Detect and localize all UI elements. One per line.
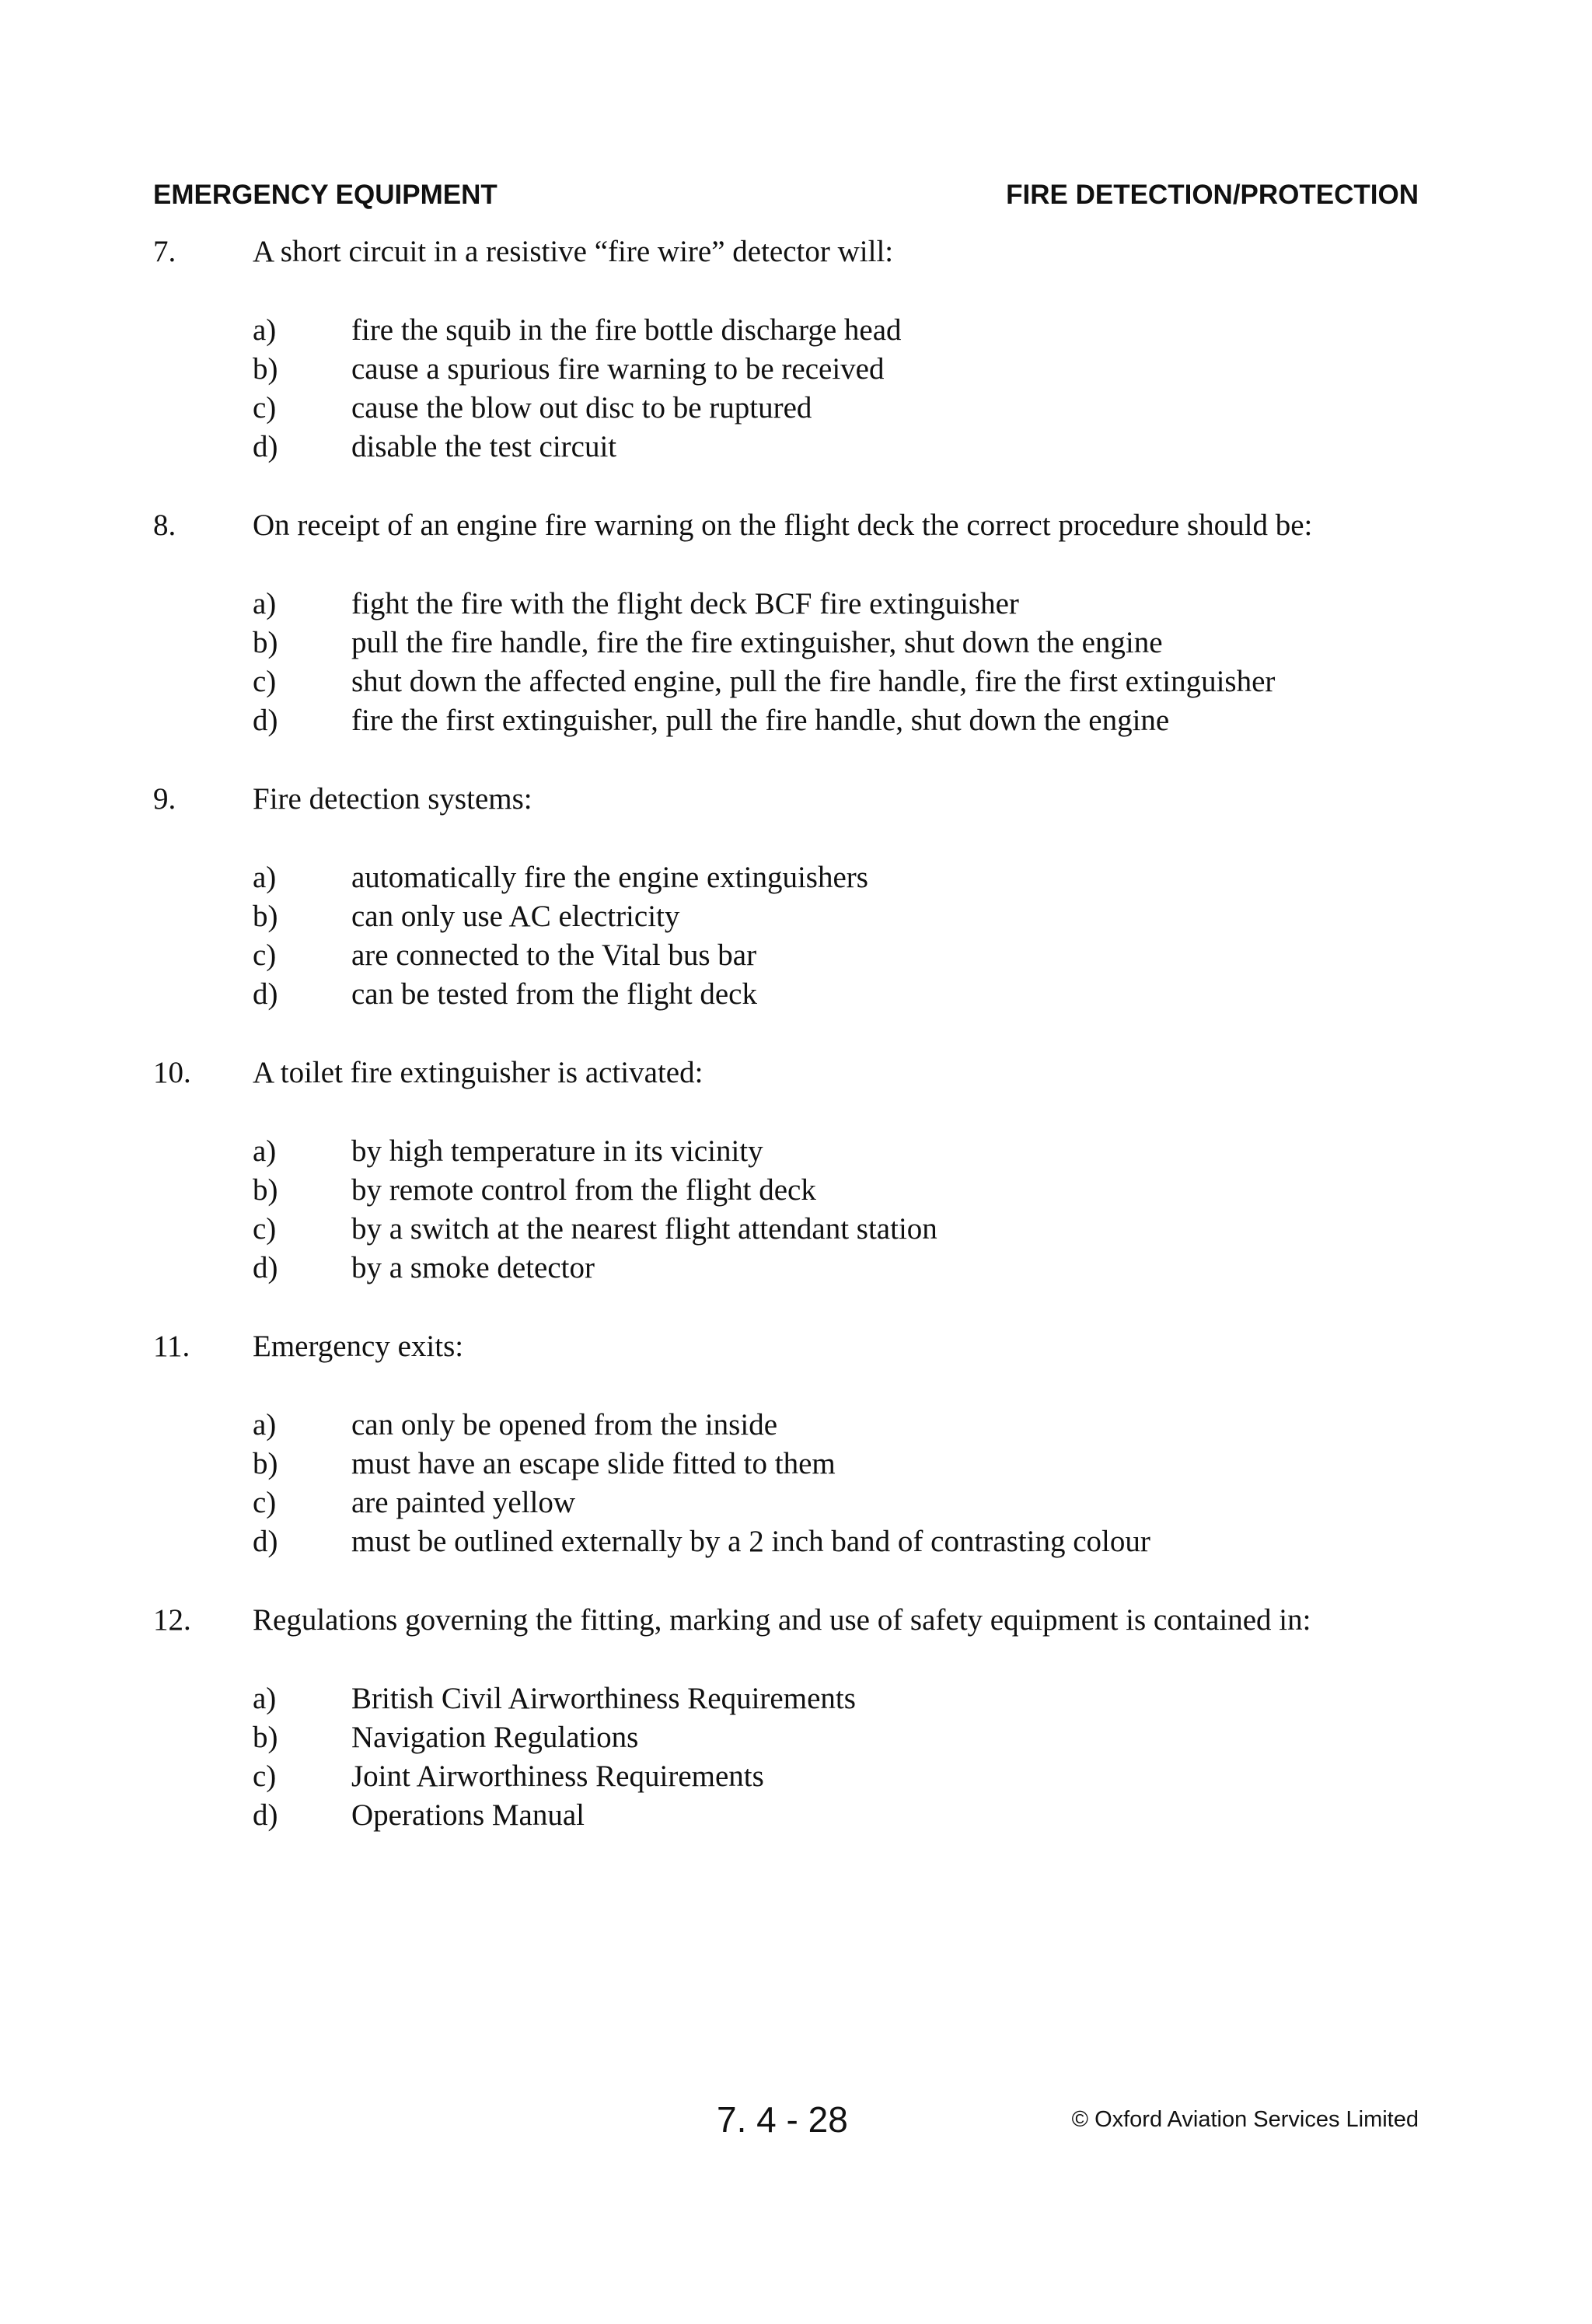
option-a xyxy=(0,585,1592,624)
question-number: 12. xyxy=(153,1603,191,1637)
option-letter: b) xyxy=(253,352,278,386)
option-text: automatically fire the engine extinguishers xyxy=(351,861,868,894)
option-text: by a smoke detector xyxy=(351,1251,595,1284)
option-c xyxy=(0,1210,1592,1249)
option-b xyxy=(0,1445,1592,1484)
option-a xyxy=(0,1406,1592,1445)
option-text: can only be opened from the inside xyxy=(351,1408,777,1442)
option-d xyxy=(0,1796,1592,1835)
option-text: fire the first extinguisher, pull the fire handle, shut down the engine xyxy=(351,704,1170,737)
question-number: 7. xyxy=(153,235,176,268)
option-text: can be tested from the flight deck xyxy=(351,977,757,1011)
copyright-notice: © Oxford Aviation Services Limited xyxy=(1071,2107,1419,2132)
option-letter: d) xyxy=(253,704,278,737)
option-text: Navigation Regulations xyxy=(351,1721,639,1754)
option-b xyxy=(0,1718,1592,1757)
option-text: by remote control from the flight deck xyxy=(351,1173,816,1207)
question-number: 8. xyxy=(153,508,176,542)
option-text: must have an escape slide fitted to them xyxy=(351,1447,836,1480)
option-d xyxy=(0,1249,1592,1288)
option-text: can only use AC electricity xyxy=(351,900,680,933)
option-letter: b) xyxy=(253,1721,278,1754)
option-b xyxy=(0,350,1592,389)
option-letter: c) xyxy=(253,1486,277,1519)
question-number: 10. xyxy=(153,1056,191,1089)
option-a xyxy=(0,311,1592,350)
option-letter: d) xyxy=(253,430,278,463)
option-text: Operations Manual xyxy=(351,1798,585,1832)
header-section-title: FIRE DETECTION/PROTECTION xyxy=(1006,180,1419,210)
option-text: are painted yellow xyxy=(351,1486,576,1519)
option-b xyxy=(0,624,1592,662)
option-a xyxy=(0,858,1592,897)
question-text: A short circuit in a resistive “fire wire” detector will: xyxy=(253,235,894,268)
option-letter: d) xyxy=(253,1251,278,1284)
option-letter: d) xyxy=(253,977,278,1011)
option-c xyxy=(0,936,1592,975)
option-c xyxy=(0,1757,1592,1796)
question-text: On receipt of an engine fire warning on the flight deck the correct procedure should be: xyxy=(253,508,1313,542)
option-text: cause the blow out disc to be ruptured xyxy=(351,391,812,425)
option-letter: c) xyxy=(253,938,277,972)
option-text: by high temperature in its vicinity xyxy=(351,1134,763,1168)
page-number: 7. 4 - 28 xyxy=(717,2099,848,2140)
option-letter: b) xyxy=(253,1173,278,1207)
option-letter: b) xyxy=(253,900,278,933)
option-letter: b) xyxy=(253,626,278,659)
option-text: pull the fire handle, fire the fire extinguisher, shut down the engine xyxy=(351,626,1163,659)
option-b xyxy=(0,1171,1592,1210)
question-text: Fire detection systems: xyxy=(253,782,532,816)
option-letter: a) xyxy=(253,587,277,620)
option-letter: a) xyxy=(253,861,277,894)
option-c xyxy=(0,389,1592,428)
option-text: Joint Airworthiness Requirements xyxy=(351,1760,764,1793)
question-text: Emergency exits: xyxy=(253,1330,464,1363)
question-number: 11. xyxy=(153,1330,190,1363)
option-letter: a) xyxy=(253,1682,277,1715)
option-letter: a) xyxy=(253,1134,277,1168)
option-letter: c) xyxy=(253,391,277,425)
question-number: 9. xyxy=(153,782,176,816)
option-d xyxy=(0,975,1592,1014)
question-text: Regulations governing the fitting, marking and use of safety equipment is contained in: xyxy=(253,1603,1311,1637)
option-text: must be outlined externally by a 2 inch band of contrasting colour xyxy=(351,1525,1150,1558)
header-chapter-title: EMERGENCY EQUIPMENT xyxy=(153,180,498,210)
option-text: fight the fire with the flight deck BCF fire extinguisher xyxy=(351,587,1019,620)
option-letter: d) xyxy=(253,1525,278,1558)
option-text: British Civil Airworthiness Requirements xyxy=(351,1682,856,1715)
option-text: fire the squib in the fire bottle discharge head xyxy=(351,313,902,347)
option-b xyxy=(0,897,1592,936)
question-text: A toilet fire extinguisher is activated: xyxy=(253,1056,703,1089)
option-a xyxy=(0,1679,1592,1718)
option-letter: a) xyxy=(253,313,277,347)
option-letter: c) xyxy=(253,1212,277,1246)
option-text: by a switch at the nearest flight attendant station xyxy=(351,1212,937,1246)
option-text: shut down the affected engine, pull the fire handle, fire the first extinguisher xyxy=(351,665,1276,698)
option-a xyxy=(0,1132,1592,1171)
option-text: disable the test circuit xyxy=(351,430,617,463)
option-letter: b) xyxy=(253,1447,278,1480)
option-letter: d) xyxy=(253,1798,278,1832)
option-d xyxy=(0,428,1592,467)
option-letter: a) xyxy=(253,1408,277,1442)
option-d xyxy=(0,1522,1592,1561)
option-c xyxy=(0,662,1592,701)
option-d xyxy=(0,701,1592,740)
option-letter: c) xyxy=(253,665,277,698)
option-text: cause a spurious fire warning to be received xyxy=(351,352,885,386)
option-letter: c) xyxy=(253,1760,277,1793)
option-c xyxy=(0,1484,1592,1522)
option-text: are connected to the Vital bus bar xyxy=(351,938,757,972)
